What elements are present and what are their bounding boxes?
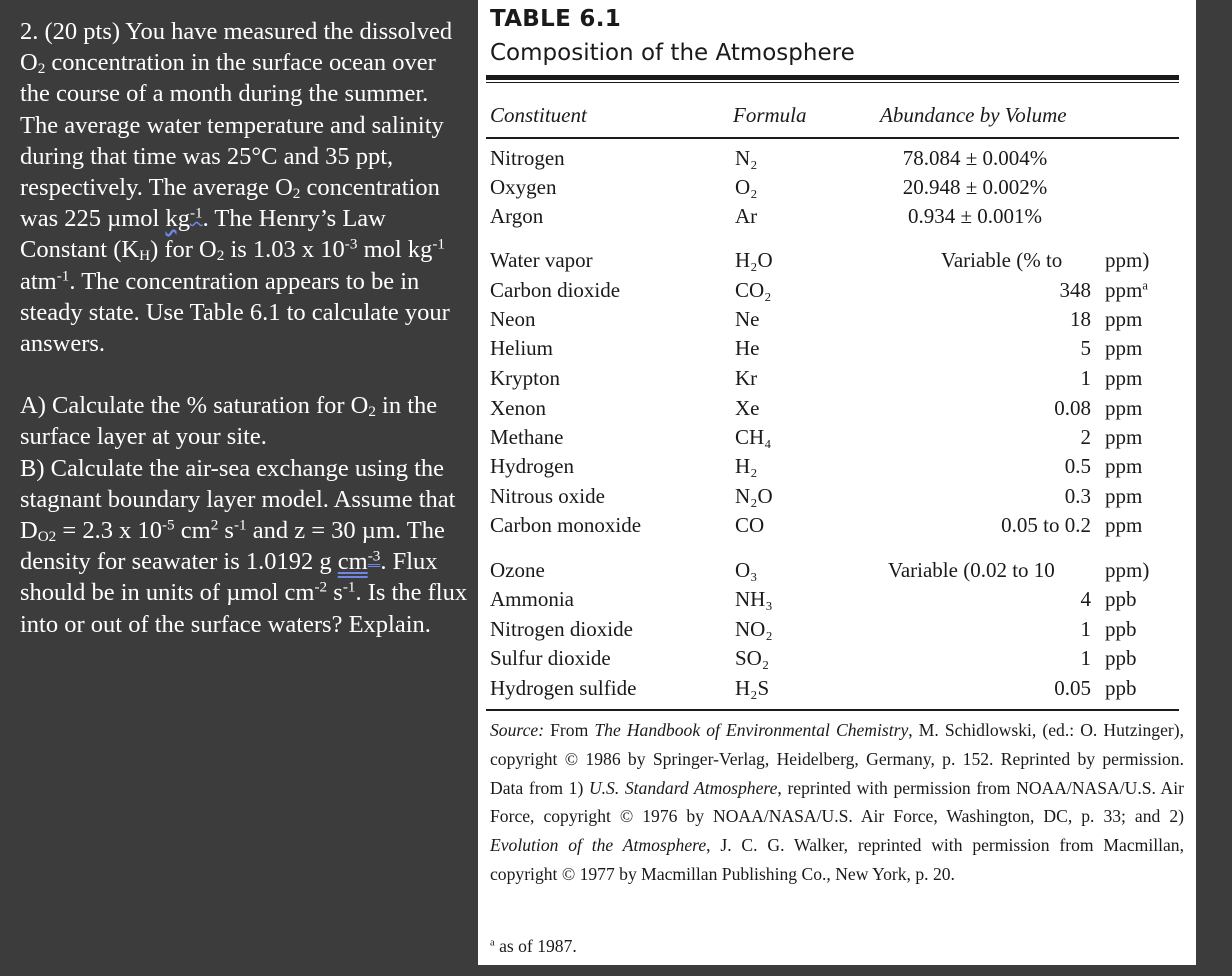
row-neon-value: 18 (1070, 307, 1091, 331)
row-water-vapor-value: Variable (% to (941, 248, 1063, 272)
row-krypton-unit: ppm (1105, 366, 1143, 390)
row-methane-value: 2 (1080, 425, 1091, 449)
row-nitrous-oxide-formula: N₂O (735, 484, 773, 508)
header-formula: Formula (733, 103, 807, 127)
row-xenon-unit: ppm (1105, 396, 1143, 420)
row-methane-unit: ppm (1105, 425, 1143, 449)
row-nitrous-oxide-name: Nitrous oxide (490, 484, 605, 508)
row-nitrogen-dioxide-formula: NO₂ (735, 617, 773, 641)
row-hydrogen-unit: ppm (1105, 454, 1143, 478)
header-abundance: Abundance by Volume (880, 103, 1067, 127)
row-oxygen-name: Oxygen (490, 175, 557, 199)
row-neon-formula: Ne (735, 307, 760, 331)
row-xenon-formula: Xe (735, 396, 760, 420)
problem-intro: 2. (20 pts) You have measured the dissolved $O_2$ concentration in the surface ocean over the course of a month during the summer. The average water temperature and salinity during that time was 25°C and 35 ppt, respectively. The average $O_2$ concentration was 225 µmol $kg^{-1}$. The Henry’s Law Constant $(K_H)$ for $O_2$ is 1.03 x $10^{-3}$ mol $kg^{-1}$ atm$^{-1}$. The concentration appears to be in steady state. Use Table 6.1 to calculate your answers. (20, 18, 453, 358)
row-ammonia-formula: NH₃ (735, 587, 773, 611)
row-nitrogen-dioxide-unit: ppb (1105, 617, 1137, 641)
row-xenon-name: Xenon (490, 396, 546, 420)
row-methane-name: Methane (490, 425, 564, 449)
header-rule (486, 137, 1179, 139)
row-argon-name: Argon (490, 204, 544, 228)
row-hydrogen-sulfide-unit: ppb (1105, 676, 1137, 700)
spellcheck-word-kg: kg (165, 205, 190, 233)
row-nitrous-oxide-unit: ppm (1105, 484, 1143, 508)
row-sulfur-dioxide-formula: SO₂ (735, 646, 770, 670)
row-sulfur-dioxide-value: 1 (1080, 646, 1091, 670)
row-carbon-monoxide-name: Carbon monoxide (490, 513, 642, 537)
row-sulfur-dioxide-unit: ppb (1105, 646, 1137, 670)
source-citation: Source: From The Handbook of Environmental Chemistry, M. Schidlowski, (ed.: O. Hutzinger), copyright © 1986 by Springer-Verlag, Heidelberg, Germany, p. 152. Reprinted by permission. Data from 1) U.S. Standard Atmosphere, reprinted with permission from NOAA/NASA/U.S. Air Force, copyright © 1976 by NOAA/NASA/U.S. Air Force, Washington, DC, p. 33; and 2) Evolution of the Atmosphere, J. C. G. Walker, reprinted with permission from Macmillan, copyright © 1977 by Macmillan Publishing Co., New York, p. 20. (490, 720, 1185, 884)
row-methane-formula: CH₄ (735, 425, 772, 449)
row-helium-value: 5 (1080, 336, 1091, 360)
row-oxygen-formula: O₂ (735, 175, 758, 199)
row-ammonia-value: 4 (1080, 587, 1091, 611)
row-helium-unit: ppm (1105, 336, 1143, 360)
row-water-vapor-unit: ppm) (1105, 248, 1150, 272)
row-ozone-unit: ppm) (1105, 558, 1150, 582)
row-carbon-monoxide-unit: ppm (1105, 513, 1143, 537)
part-a: A) Calculate the % saturation for $O_2$ in the surface layer at your site. (20, 392, 438, 451)
row-nitrogen-formula: N₂ (735, 146, 758, 170)
row-hydrogen-value: 0.5 (1064, 454, 1091, 478)
row-hydrogen-sulfide-name: Hydrogen sulfide (490, 676, 637, 700)
bottom-rule (486, 709, 1179, 711)
problem-statement (20, 16, 470, 640)
row-nitrogen-value: 78.084 ± 0.004% (902, 146, 1048, 170)
row-hydrogen-sulfide-value: 0.05 (1054, 676, 1091, 700)
row-ozone-value: Variable (0.02 to 10 (888, 558, 1055, 582)
row-co2-unit: ppm$^a$ (1105, 278, 1148, 302)
row-krypton-name: Krypton (490, 366, 560, 390)
row-argon-formula: Ar (735, 204, 758, 228)
row-krypton-value: 1 (1080, 366, 1091, 390)
row-sulfur-dioxide-name: Sulfur dioxide (490, 646, 611, 670)
row-oxygen-value: 20.948 ± 0.002% (902, 175, 1048, 199)
row-nitrogen-name: Nitrogen (490, 146, 565, 170)
top-rule-thin (486, 82, 1179, 83)
row-xenon-value: 0.08 (1054, 396, 1091, 420)
spellcheck-word-cm: cm (337, 548, 368, 576)
row-hydrogen-name: Hydrogen (490, 454, 574, 478)
row-ammonia-unit: ppb (1105, 587, 1137, 611)
row-water-vapor-formula: H₂O (735, 248, 773, 272)
row-water-vapor-name: Water vapor (490, 248, 593, 272)
row-argon-value: 0.934 ± 0.001% (907, 204, 1043, 228)
row-co2-name: Carbon dioxide (490, 278, 621, 302)
row-carbon-monoxide-value: 0.05 to 0.2 (1001, 513, 1091, 537)
row-krypton-formula: Kr (735, 366, 758, 390)
row-helium-formula: He (735, 336, 760, 360)
row-ozone-formula: O₃ (735, 558, 758, 582)
row-hydrogen-formula: H₂ (735, 454, 758, 478)
footnote: $^a$ as of 1987. (490, 936, 577, 956)
row-hydrogen-sulfide-formula: H₂S (735, 676, 770, 700)
top-rule (486, 75, 1179, 80)
table-image (478, 0, 1196, 965)
row-ozone-name: Ozone (490, 558, 545, 582)
row-neon-name: Neon (490, 307, 536, 331)
row-co2-value: 348 (1059, 278, 1091, 302)
row-nitrous-oxide-value: 0.3 (1064, 484, 1091, 508)
row-helium-name: Helium (490, 336, 553, 360)
row-carbon-monoxide-formula: CO (735, 513, 765, 537)
row-ammonia-name: Ammonia (490, 587, 574, 611)
table-number: TABLE 6.1 (490, 6, 622, 32)
part-b: B) Calculate the air-sea exchange using the stagnant boundary layer model. Assume that $D_{O2} = 2.3$ x $10^{-5}$ $cm^2$ $s^{-1}$ and z = 30 µm. The density for seawater is 1.0192 g $cm^{-3}$. Flux should be in units of µmol $cm^{-2}$ $s^{-1}$. Is the flux into or out of the surface waters? Explain. (20, 454, 468, 638)
row-neon-unit: ppm (1105, 307, 1143, 331)
header-constituent: Constituent (490, 103, 587, 127)
row-nitrogen-dioxide-value: 1 (1080, 617, 1091, 641)
row-nitrogen-dioxide-name: Nitrogen dioxide (490, 617, 633, 641)
row-co2-formula: CO₂ (735, 278, 772, 302)
table-title: Composition of the Atmosphere (490, 40, 855, 66)
